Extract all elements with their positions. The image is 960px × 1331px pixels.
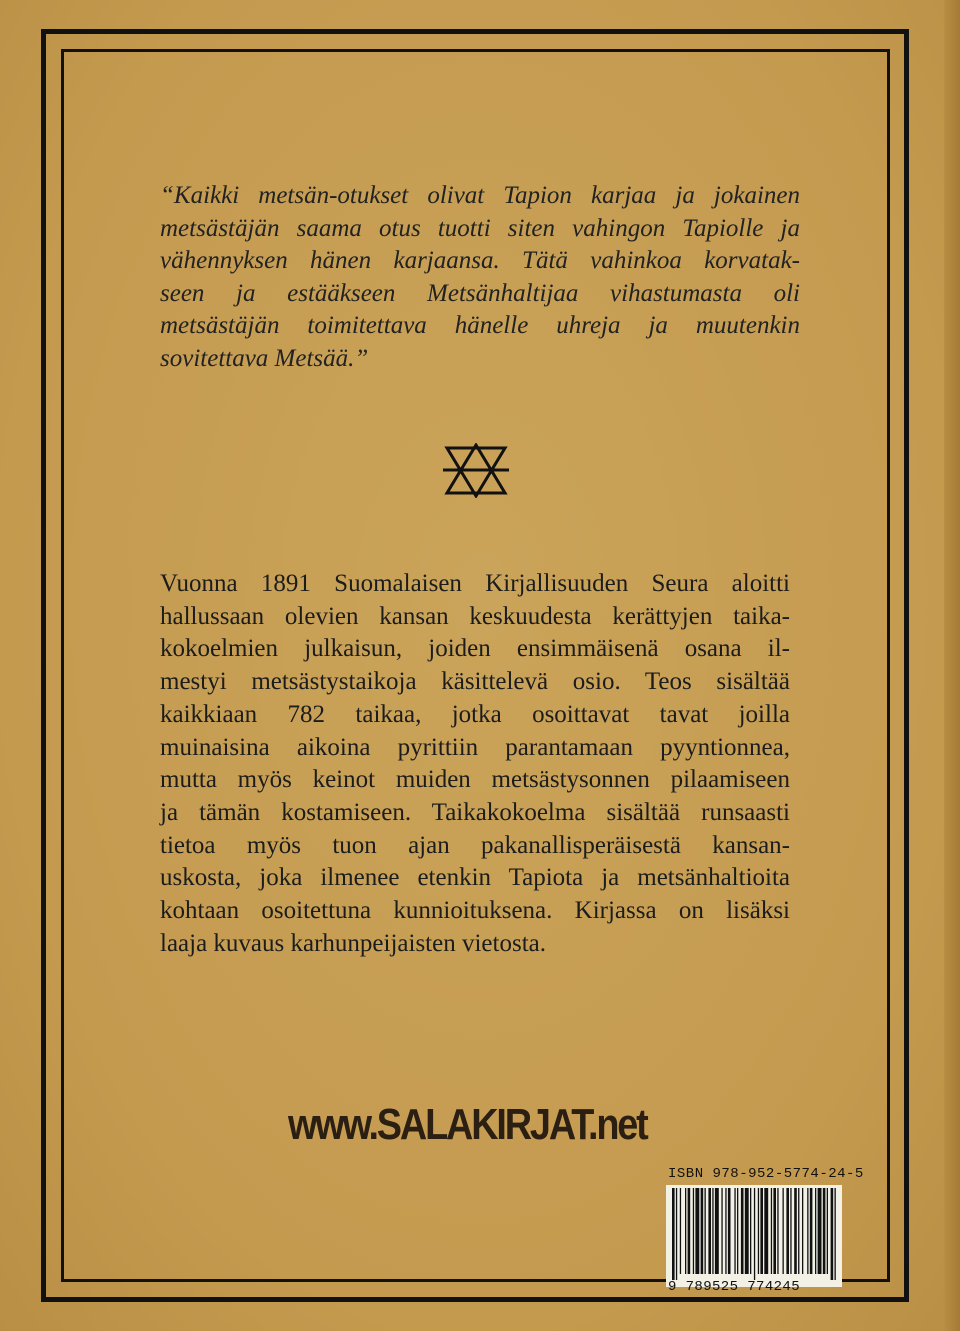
barcode-bar: [818, 1188, 822, 1274]
barcode-bar: [790, 1188, 791, 1274]
barcode-bar: [831, 1188, 834, 1280]
isbn-label: ISBN 978-952-5774-24-5: [668, 1166, 864, 1182]
quote-line: vähennyksen hänen karjaansa. Tätä vahinkoa korvatak-: [160, 247, 800, 274]
barcode-bar: [705, 1188, 706, 1274]
description-line: kohtaan osoitettuna kunnioituksena. Kirjassa on lisäksi: [160, 897, 790, 925]
barcode-bar: [685, 1188, 686, 1274]
barcode-bar: [777, 1188, 778, 1274]
barcode-bar: [693, 1188, 694, 1274]
barcode-bar: [725, 1188, 726, 1274]
barcode-bars: [666, 1185, 842, 1281]
barcode-bar: [823, 1188, 826, 1274]
barcode-bar: [721, 1188, 722, 1274]
quote-line: sovitettava Metsää.”: [160, 344, 369, 372]
description-line: mestyi metsästystaikoja käsittelevä osio. Teos sisältää: [160, 668, 790, 696]
barcode-bar: [750, 1188, 751, 1274]
barcode-bar: [676, 1188, 677, 1280]
description-line: laaja kuvaus karhunpeijaisten vietosta.: [160, 929, 546, 957]
hexagram-ornament-icon: [441, 443, 511, 498]
barcode-bar: [712, 1188, 713, 1274]
barcode-bar: [802, 1188, 803, 1274]
barcode-digits: 9 789525 774245: [668, 1279, 801, 1295]
barcode-bar: [786, 1188, 789, 1274]
description-line: uskosta, joka ilmenee etenkin Tapiota ja metsänhaltioita: [160, 864, 790, 892]
description-line: kokoelmien julkaisun, joiden ensimmäisenä osana il-: [160, 635, 790, 663]
barcode-bar: [741, 1188, 744, 1274]
barcode-bar: [680, 1188, 681, 1274]
barcode-bar: [764, 1188, 768, 1274]
description-line: tietoa myös tuon ajan pakanallisperäisestä kansan-: [160, 831, 790, 859]
barcode-bar: [815, 1188, 816, 1274]
barcode-bar: [798, 1188, 799, 1274]
barcode-bar: [835, 1188, 836, 1280]
description-line: Vuonna 1891 Suomalaisen Kirjallisuuden Seura aloitti: [160, 570, 790, 597]
cover-edge: [944, 0, 960, 1331]
barcode-bar: [695, 1188, 699, 1274]
barcode-bar: [827, 1188, 828, 1274]
barcode-bar: [760, 1188, 763, 1274]
barcode-bar: [794, 1188, 797, 1274]
quote-line: metsästäjän saama otus tuotti siten vahingon Tapiolle ja: [160, 214, 800, 242]
barcode-bar: [701, 1188, 704, 1274]
barcode-bar: [734, 1188, 735, 1274]
barcode-bar: [773, 1188, 776, 1274]
quote-block: [160, 180, 800, 375]
barcode-bar: [708, 1188, 711, 1274]
barcode-bar: [728, 1188, 731, 1274]
barcode-bar: [758, 1188, 759, 1274]
quote-line: “Kaikki metsän-otukset olivat Tapion karjaa ja jokainen: [160, 182, 800, 209]
barcode-bar: [783, 1188, 784, 1274]
barcode-bar: [810, 1188, 813, 1274]
description-line: ja tämän kostamiseen. Taikakokoelma sisältää runsaasti: [160, 798, 790, 826]
barcode-bar: [745, 1188, 749, 1274]
barcode-bar: [672, 1188, 675, 1280]
barcode-bar: [771, 1188, 772, 1274]
website-url: www.SALAKIRJAT.net: [288, 1100, 647, 1149]
barcode-bar: [737, 1188, 738, 1274]
description-line: mutta myös keinot muiden metsästysonnen pilaamiseen: [160, 766, 790, 794]
barcode-bar: [754, 1188, 755, 1280]
description-block: [160, 568, 790, 960]
description-line: kaikkiaan 782 taikaa, jotka osoittavat tavat joilla: [160, 700, 790, 728]
barcode: [666, 1185, 842, 1287]
barcode-bar: [807, 1188, 808, 1274]
description-line: muinaisina aikoina pyrittiin parantamaan pyyntionnea,: [160, 733, 790, 761]
quote-line: seen ja estääkseen Metsänhaltijaa vihastumasta oli: [160, 279, 800, 307]
barcode-bar: [688, 1188, 691, 1274]
barcode-bar: [715, 1188, 719, 1274]
description-line: hallussaan olevien kansan keskuudesta kerättyjen taika-: [160, 602, 790, 630]
quote-line: metsästäjän toimitettava hänelle uhreja ja muutenkin: [160, 312, 800, 339]
